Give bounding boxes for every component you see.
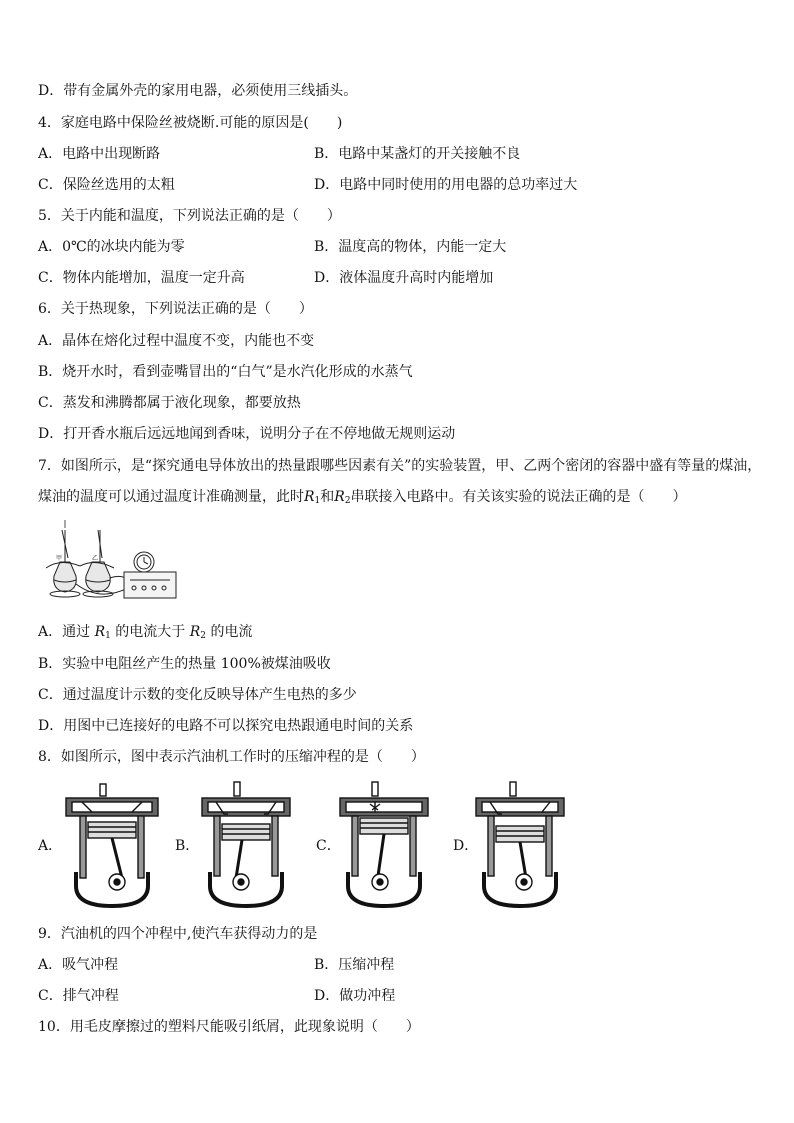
q5-option-d: D．液体温度升高时内能增加	[314, 270, 494, 286]
q5-stem: 5．关于内能和温度，下列说法正确的是（ ）	[38, 208, 341, 224]
q7-option-a	[38, 622, 252, 642]
q4-option-b: B．电路中某盏灯的开关接触不良	[314, 146, 521, 162]
q7-stem-line1: 7．如图所示，是“探究通电导体放出的热量跟哪些因素有关”的实验装置，甲、乙两个密闭的容器中盛有等量的煤油，	[38, 458, 762, 474]
q4-stem: 4．家庭电路中保险丝被烧断.可能的原因是( )	[38, 115, 343, 131]
q9-option-b: B．压缩冲程	[314, 957, 395, 973]
q8-engine-diagram-c	[334, 780, 434, 910]
q7-option-c: C．通过温度计示数的变化反映导体产生电热的多少	[38, 687, 357, 703]
q4-option-c: C．保险丝选用的太粗	[38, 177, 175, 193]
q8-engine-diagram-a	[62, 782, 162, 910]
q8-option-c-label: C．	[316, 838, 341, 854]
q7a-r1-symbol: R	[94, 624, 106, 640]
q8-option-a-label: A．	[38, 838, 63, 854]
q7a-pre: A．通过	[38, 624, 95, 640]
q4-option-a: A．电路中出现断路	[38, 146, 161, 162]
q7-stem-line2	[38, 487, 687, 507]
q7-option-d: D．用图中已连接好的电路不可以探究电热跟通电时间的关系	[38, 718, 414, 734]
q7a-r2-symbol: R	[189, 624, 201, 640]
flask-label-yi: 乙	[92, 555, 99, 562]
q3-option-d: D．带有金属外壳的家用电器，必须使用三线插头。	[38, 83, 358, 99]
q7-text-pre: 煤油的温度可以通过温度计准确测量，此时	[38, 489, 304, 505]
q8-option-b-label: B．	[175, 838, 200, 854]
q6-stem: 6．关于热现象，下列说法正确的是（ ）	[38, 301, 313, 317]
q8-engine-diagram-d	[470, 780, 570, 910]
q7-option-b: B．实验中电阻丝产生的热量 100%被煤油吸收	[38, 656, 331, 672]
q9-option-c: C．排气冲程	[38, 988, 119, 1004]
q7-experiment-figure	[40, 518, 180, 610]
q7a-post: 的电流	[206, 624, 253, 640]
q6-option-a: A．晶体在熔化过程中温度不变，内能也不变	[38, 333, 315, 349]
q4-option-d: D．电路中同时使用的用电器的总功率过大	[314, 177, 578, 193]
q7a-r1-sub: 1	[105, 631, 111, 641]
flask-label-jia: 甲	[56, 555, 63, 562]
q7-r2-sub: 2	[344, 496, 351, 506]
q7-r1-symbol: R	[304, 489, 315, 505]
q8-option-d-label: D．	[453, 838, 479, 854]
q7-and: 和	[320, 489, 335, 505]
q6-option-c: C．蒸发和沸腾都属于液化现象，都要放热	[38, 395, 301, 411]
q5-option-a: A．0℃的冰块内能为零	[38, 239, 185, 255]
q7a-mid: 的电流大于	[110, 624, 190, 640]
q9-stem: 9．汽油机的四个冲程中,使汽车获得动力的是	[38, 926, 318, 942]
q9-option-d: D．做功冲程	[314, 988, 396, 1004]
q8-engine-diagram-b	[196, 780, 296, 910]
q6-option-b: B．烧开水时，看到壶嘴冒出的“白气”是水汽化形成的水蒸气	[38, 364, 413, 380]
q8-stem: 8．如图所示，图中表示汽油机工作时的压缩冲程的是（ ）	[38, 749, 425, 765]
q7-text-post: 串联接入电路中。有关该实验的说法正确的是（ ）	[350, 489, 687, 505]
q7-r1-sub: 1	[314, 496, 321, 506]
q6-option-d: D．打开香水瓶后远远地闻到香味，说明分子在不停地做无规则运动	[38, 426, 456, 442]
q5-option-b: B．温度高的物体，内能一定大	[314, 239, 507, 255]
q9-option-a: A．吸气冲程	[38, 957, 119, 973]
q7-r2-symbol: R	[334, 489, 345, 505]
q5-option-c: C．物体内能增加，温度一定升高	[38, 270, 245, 286]
q7a-r2-sub: 2	[200, 631, 207, 641]
q10-stem: 10．用毛皮摩擦过的塑料尺能吸引纸屑，此现象说明（ ）	[38, 1019, 420, 1035]
